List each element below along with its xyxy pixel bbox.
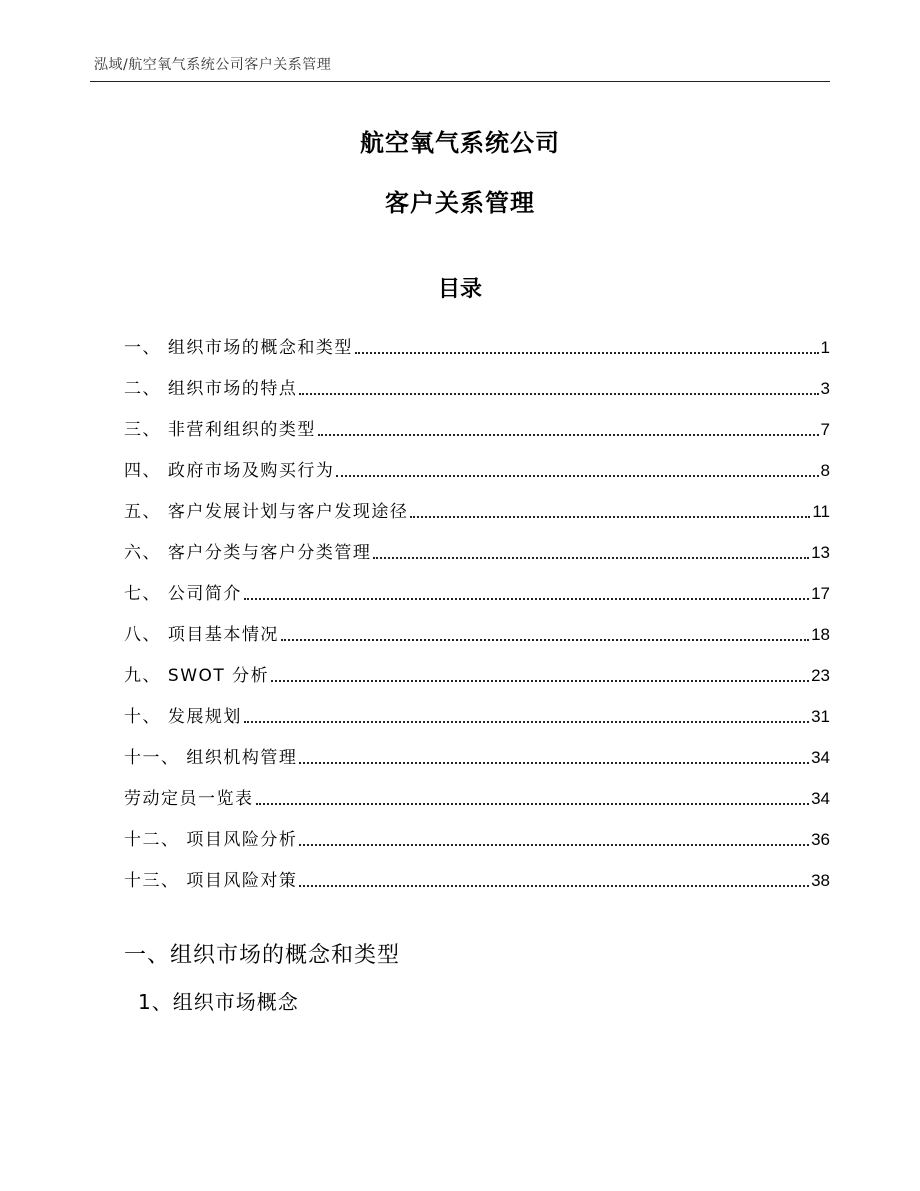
toc-entry[interactable]: [124, 568, 830, 609]
toc-leader-dots: [299, 762, 809, 764]
toc-entry-label: 十、 发展规划: [124, 707, 242, 727]
toc-entry-page: 31: [811, 707, 830, 726]
toc-entry[interactable]: [124, 650, 830, 691]
toc-entry[interactable]: [124, 486, 830, 527]
toc-entry[interactable]: [124, 322, 830, 363]
toc-leader-dots: [410, 516, 810, 518]
toc-entry[interactable]: [124, 691, 830, 732]
toc-entry-page: 34: [811, 748, 830, 767]
toc-leader-dots: [244, 598, 809, 600]
document-title-line2: 客户关系管理: [385, 189, 535, 217]
toc-entry-page: 34: [811, 789, 830, 808]
subsection-heading: 1、组织市场概念: [138, 990, 299, 1014]
toc-leader-dots: [355, 352, 819, 354]
toc-leader-dots: [256, 803, 810, 805]
toc-entry-label: 四、 政府市场及购买行为: [124, 461, 335, 481]
toc-entry[interactable]: [124, 404, 830, 445]
toc-entry-label: 二、 组织市场的特点: [124, 379, 298, 399]
section-heading: 一、组织市场的概念和类型: [124, 943, 401, 968]
toc-entry-label: 十一、 组织机构管理: [124, 748, 298, 768]
toc-entry[interactable]: [124, 363, 830, 404]
toc-entry-page: 38: [811, 871, 830, 890]
toc-entry-page: 1: [820, 338, 830, 357]
toc-entry[interactable]: [124, 732, 830, 773]
toc-entry-label: 五、 客户发展计划与客户发现途径: [124, 502, 409, 522]
toc-entry-label: 三、 非营利组织的类型: [124, 420, 316, 440]
toc-leader-dots: [299, 393, 818, 395]
toc-entry-page: 13: [811, 543, 830, 562]
toc-entry-page: 7: [820, 420, 830, 439]
toc-leader-dots: [271, 680, 809, 682]
page-header: 泓域/航空氧气系统公司客户关系管理: [94, 57, 332, 73]
toc-entry-page: 18: [811, 625, 830, 644]
toc-entry-page: 17: [811, 584, 830, 603]
header-divider: [90, 81, 830, 82]
toc-entry-page: 11: [812, 502, 830, 521]
toc-entry-page: 8: [820, 461, 830, 480]
table-of-contents: [124, 322, 830, 896]
toc-entry-label: 一、 组织市场的概念和类型: [124, 338, 353, 358]
toc-leader-dots: [318, 434, 819, 436]
toc-entry-page: 3: [820, 379, 830, 398]
toc-entry-label: 八、 项目基本情况: [124, 625, 279, 645]
toc-entry-label: 六、 客户分类与客户分类管理: [124, 543, 372, 563]
toc-entry-label: 九、 SWOT 分析: [124, 666, 270, 686]
toc-entry-label: 十三、 项目风险对策: [124, 871, 298, 891]
toc-entry-label: 十二、 项目风险分析: [124, 830, 298, 850]
toc-entry[interactable]: [124, 814, 830, 855]
toc-entry-label: 劳动定员一览表: [124, 789, 254, 809]
toc-leader-dots: [336, 475, 818, 477]
toc-leader-dots: [299, 885, 809, 887]
toc-entry[interactable]: [124, 445, 830, 486]
toc-leader-dots: [299, 844, 809, 846]
toc-entry-page: 36: [811, 830, 830, 849]
toc-entry[interactable]: [124, 527, 830, 568]
toc-entry[interactable]: [124, 609, 830, 650]
toc-entry[interactable]: [124, 773, 830, 814]
toc-leader-dots: [281, 639, 809, 641]
document-title-line1: 航空氧气系统公司: [360, 129, 560, 157]
toc-entry-page: 23: [811, 666, 830, 685]
toc-leader-dots: [244, 721, 809, 723]
toc-entry-label: 七、 公司简介: [124, 584, 242, 604]
toc-leader-dots: [373, 557, 809, 559]
toc-heading: 目录: [437, 277, 482, 302]
toc-entry[interactable]: [124, 855, 830, 896]
